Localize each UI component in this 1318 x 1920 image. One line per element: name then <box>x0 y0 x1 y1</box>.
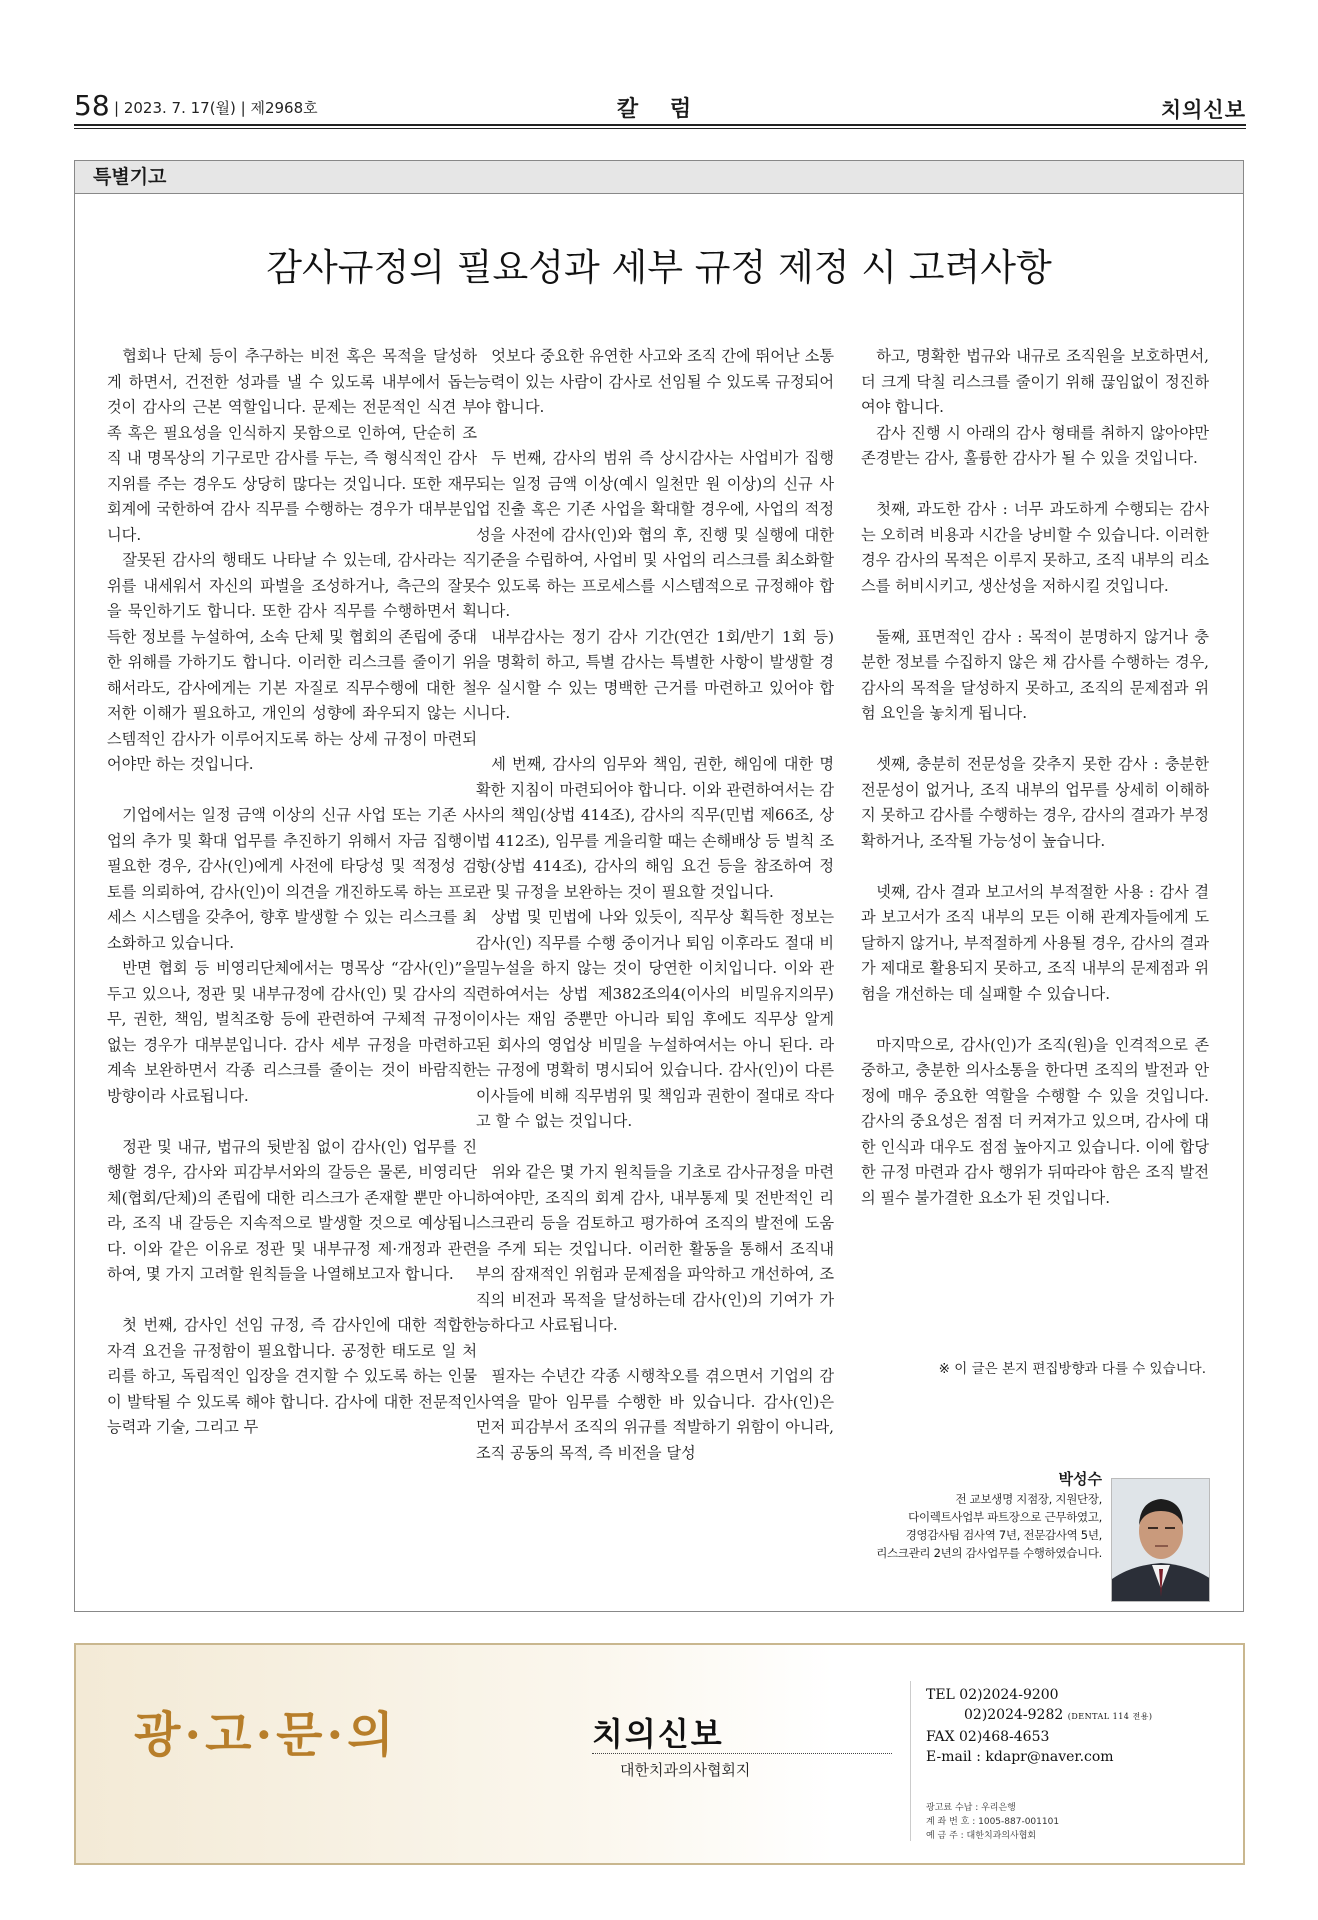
page-number: 58 <box>74 89 110 122</box>
paragraph-gap <box>861 472 1209 498</box>
page-header <box>74 86 1246 126</box>
article-paragraph: 둘째, 표면적인 감사 : 목적이 분명하지 않거나 충분한 정보를 수집하지 않은 채 감사를 수행하는 경우, 감사의 목적을 달성하지 못하고, 조직의 문제점과 위험 요인을 놓치게 됩니다. <box>861 627 1209 722</box>
article-paragraph: 필자는 수년간 각종 시행착오를 겪으면서 기업의 감사역을 맡아 임무를 수행한 바 있습니다. 감사(인)은 먼저 피감부서 조직의 위규를 적발하기 위함이 아니라, 조직 공동의 목적, 즉 비전을 달성 <box>476 1367 834 1462</box>
ad-bank-line: 광고료 수납 : 우리은행 <box>926 1803 1016 1813</box>
article-paragraph: 정관 및 내규, 법규의 뒷받침 없이 감사(인) 업무를 진행할 경우, 감사와 피감부서와의 갈등은 물론, 비영리단체(협회/단체)의 존립에 대한 리스크가 존재할 뿐만 아니라, 조직 내 갈등은 지속적으로 발생할 것으로 예상됩니다. 이와 같은 이유로 정관 및 내부규정 제·개정과 관련하여, 몇 가지 고려할 원칙들을 나열해보고자 합니다. <box>107 1137 477 1283</box>
ad-title: 광·고·문·의 <box>134 1707 398 1763</box>
ad-contact-info <box>926 1685 1153 1767</box>
paragraph-gap <box>476 1135 834 1161</box>
article-column-2 <box>476 344 834 1466</box>
paragraph-gap <box>861 599 1209 625</box>
header-rule-thin <box>74 128 1246 129</box>
paragraph-gap <box>861 727 1209 753</box>
article-paragraph: 넷째, 감사 결과 보고서의 부적절한 사용 : 감사 결과 보고서가 조직 내부의 모든 이해 관계자들에게 도달하지 않거나, 부적절하게 사용될 경우, 감사의 결과가 제대로 활용되지 못하고, 조직 내부의 문제점과 위험을 개선하는 데 실패할 수 있습니다. <box>861 882 1209 1003</box>
ad-tel: TEL 02)2024-9200 <box>926 1687 1059 1703</box>
paragraph-gap <box>107 1109 477 1135</box>
portrait-image <box>1112 1479 1210 1602</box>
ad-divider <box>910 1681 911 1841</box>
editorial-note: ※ 이 글은 본지 편집방향과 다를 수 있습니다. <box>938 1361 1206 1377</box>
section-title: 칼 럼 <box>616 97 704 122</box>
ad-tel-2-number: 02)2024-9282 <box>964 1707 1064 1723</box>
article-paragraph: 엇보다 중요한 유연한 사고와 조직 간에 뛰어난 소통능력이 있는 사람이 감사로 선임될 수 있도록 규정되어야 합니다. <box>476 347 834 416</box>
paragraph-gap <box>861 854 1209 880</box>
ad-bank-info <box>926 1801 1059 1843</box>
author-name: 박성수 <box>1058 1470 1102 1488</box>
article-column-1 <box>107 344 477 1441</box>
article-paragraph: 첫 번째, 감사인 선임 규정, 즉 감사인에 대한 적합한 자격 요건을 규정함이 필요합니다. 공정한 태도로 일 처리를 하고, 독립적인 입장을 견지할 수 있도록 하는 인물이 발탁될 수 있도록 해야 합니다. 감사에 대한 전문적인 능력과 기술, 그리고 무 <box>107 1316 477 1436</box>
article-paragraph: 내부감사는 정기 감사 기간(연간 1회/반기 1회 등)을 명확히 하고, 특별 감사는 특별한 사항이 발생할 경우 실시할 수 있는 명백한 근거를 마련하고 있어야 합니다. <box>476 627 834 722</box>
author-bio-line: 경영감사팀 검사역 7년, 전문감사역 5년, <box>905 1528 1102 1542</box>
paragraph-gap <box>107 778 477 804</box>
paragraph-gap <box>476 421 834 447</box>
article-paragraph: 기업에서는 일정 금액 이상의 신규 사업 또는 기존 사업의 추가 및 확대 업무를 추진하기 위해서 자금 집행이 필요한 경우, 감사(인)에게 사전에 타당성 및 적정성 검토를 의뢰하여, 감사(인)이 의견을 개진하도록 하는 프로세스 시스템을 갖추어, 향후 발생할 수 있는 리스크를 최소화하고 있습니다. <box>107 806 477 952</box>
article-paragraph: 세 번째, 감사의 임무와 책임, 권한, 해임에 대한 명확한 지침이 마련되어야 합니다. 이와 관련하여서는 감사의 책임(상법 414조), 감사의 직무(민법 제66조, 상법 412조), 임무를 게을리할 때는 손해배상 등 벌칙 조항(상법 414조), 감사의 해임 요건 등을 참조하여 정관 및 규정을 보완하는 것이 필요할 것입니다. <box>476 755 834 901</box>
newspaper-name: 치의신보 <box>1160 98 1246 122</box>
author-photo <box>1111 1478 1210 1602</box>
article-paragraph: 협회나 단체 등이 추구하는 비전 혹은 목적을 달성하게 하면서, 건전한 성과를 낼 수 있도록 내부에서 돕는 것이 감사의 근본 역할입니다. 문제는 전문적인 식견 부족 혹은 필요성을 인식하지 못함으로 인하여, 단순히 조직 내 명목상의 기구로만 감사를 두는, 즉 형식적인 감사 지위를 주는 경우도 상당히 많다는 것입니다. 또한 재무 회계에 국한하여 감사 직무를 수행하는 경우가 대부분입니다. <box>107 347 477 544</box>
article-paragraph: 하고, 명확한 법규와 내규로 조직원을 보호하면서, 더 크게 닥칠 리스크를 줄이기 위해 끊임없이 정진하여야 합니다. <box>861 347 1209 416</box>
article-paragraph: 두 번째, 감사의 범위 즉 상시감사는 사업비가 집행되는 일정 금액 이상(예시 일천만 원 이상)의 신규 사업 진출 혹은 기존 사업을 확대할 경우에, 사업의 적정성을 사전에 감사(인)와 협의 후, 진행 및 실행에 대한 기준을 수립하여, 사업비 및 사업의 리스크를 최소화할 수 있도록 하는 프로세스를 시스템적으로 규정해야 합니다. <box>476 449 834 620</box>
advertisement-banner[interactable] <box>74 1643 1245 1865</box>
ad-bank-line: 예 금 주 : 대한치과의사협회 <box>926 1831 1037 1841</box>
ad-fax: FAX 02)468-4653 <box>926 1729 1050 1745</box>
ad-tel-2-note: (DENTAL 114 전용) <box>1067 1712 1153 1721</box>
article-paragraph: 잘못된 감사의 행태도 나타날 수 있는데, 감사라는 직위를 내세워서 자신의 파벌을 조성하거나, 측근의 잘못을 묵인하기도 합니다. 또한 감사 직무를 수행하면서 획득한 정보를 누설하여, 소속 단체 및 협회의 존립에 중대한 위해를 가하기도 합니다. 이러한 리스크를 줄이기 위해서라도, 감사에게는 기본 자질로 직무수행에 대한 철저한 이해가 필요하고, 개인의 성향에 좌우되지 않는 시스템적인 감사가 이루어지도록 하는 상세 규정이 마련되어야만 하는 것입니다. <box>107 551 477 773</box>
ad-bank-line: 계 좌 번 호 : 1005-887-001101 <box>926 1817 1060 1827</box>
paragraph-gap <box>107 1288 477 1314</box>
article-paragraph: 상법 및 민법에 나와 있듯이, 직무상 획득한 정보는 감사(인) 직무를 수행 중이거나 퇴임 이후라도 절대 비밀누설을 하지 않는 것이 당연한 이치입니다. 이와 관련하여서는 상법 제382조의4(이사의 비밀유지의무) 이사는 재임 중뿐만 아니라 퇴임 후에도 직무상 알게 된 회사의 영업상 비밀을 누설하여서는 아니 된다. 라는 규정에 명확히 명시되어 있습니다. 감사(인)이 다른 이사들에 비해 직무범위 및 책임과 권한이 절대로 작다고 할 수 없는 것입니다. <box>476 908 834 1130</box>
category-bar <box>74 160 1244 194</box>
ad-brand-divider <box>592 1753 892 1755</box>
header-rule <box>74 124 1246 126</box>
article-paragraph: 반면 협회 등 비영리단체에서는 명목상 “감사(인)”을 두고 있으나, 정관 및 내부규정에 감사(인) 및 감사의 직무, 권한, 책임, 벌칙조항 등에 관련하여 구체적 규정이 없는 경우가 대부분입니다. 감사 세부 규정을 마련하고 계속 보완하면서 각종 리스크를 줄이는 것이 바람직한 방향이라 사료됩니다. <box>107 959 477 1105</box>
article-paragraph: 마지막으로, 감사(인)가 조직(원)을 인격적으로 존중하고, 충분한 의사소통을 한다면 조직의 발전과 안정에 매우 중요한 역할을 수행할 수 있을 것입니다. 감사의 중요성은 점점 더 커져가고 있으며, 감사에 대한 인식과 대우도 점점 높아지고 있습니다. 이에 합당한 규정 마련과 감사 행위가 뒤따라야 함은 조직 발전의 필수 불가결한 요소가 된 것입니다. <box>861 1035 1209 1207</box>
ad-organization: 대한치과의사협회지 <box>620 1761 751 1779</box>
article-column-3 <box>861 344 1209 1211</box>
issue-date: | 2023. 7. 17(월) | 제2968호 <box>114 99 318 117</box>
ad-email[interactable]: E-mail : kdapr@naver.com <box>926 1749 1114 1765</box>
article-paragraph: 첫째, 과도한 감사 : 너무 과도하게 수행되는 감사는 오히려 비용과 시간을 낭비할 수 있습니다. 이러한 경우 감사의 목적은 이루지 못하고, 조직 내부의 리소스를 허비시키고, 생산성을 저하시킬 것입니다. <box>861 500 1209 595</box>
author-byline <box>802 1468 1102 1562</box>
author-bio-line: 전 교보생명 지점장, 지원단장, <box>955 1492 1102 1506</box>
paragraph-gap <box>476 1339 834 1365</box>
category-label: 특별기고 <box>93 166 167 188</box>
paragraph-gap <box>476 727 834 753</box>
author-bio-line: 리스크관리 2년의 감사업무를 수행하였습니다. <box>876 1546 1102 1560</box>
paragraph-gap <box>861 1007 1209 1033</box>
article-headline: 감사규정의 필요성과 세부 규정 제정 시 고려사항 <box>266 246 1052 289</box>
author-bio-line: 다이렉트사업부 파트장으로 근무하였고, <box>908 1510 1102 1524</box>
ad-brand-logo: 치의신보 <box>592 1715 724 1753</box>
article-paragraph: 감사 진행 시 아래의 감사 형태를 취하지 않아야만 존경받는 감사, 훌륭한 감사가 될 수 있을 것입니다. <box>861 423 1209 467</box>
article-paragraph: 위와 같은 몇 가지 원칙들을 기초로 감사규정을 마련하여야만, 조직의 회계 감사, 내부통제 및 전반적인 리스크관리 등을 검토하고 평가하여 조직의 발전에 도움을 주게 되는 것입니다. 이러한 활동을 통해서 조직내부의 잠재적인 위험과 문제점을 파악하고 개선하여, 조직의 비전과 목적을 달성하는데 감사(인)의 기여가 가능하다고 사료됩니다. <box>476 1163 834 1334</box>
article-paragraph: 셋째, 충분히 전문성을 갖추지 못한 감사 : 충분한 전문성이 없거나, 조직 내부의 업무를 상세히 이해하지 못하고 감사를 수행하는 경우, 감사의 결과가 부정확하거나, 조작될 가능성이 높습니다. <box>861 755 1209 850</box>
ad-tel-2 <box>926 1705 1153 1727</box>
